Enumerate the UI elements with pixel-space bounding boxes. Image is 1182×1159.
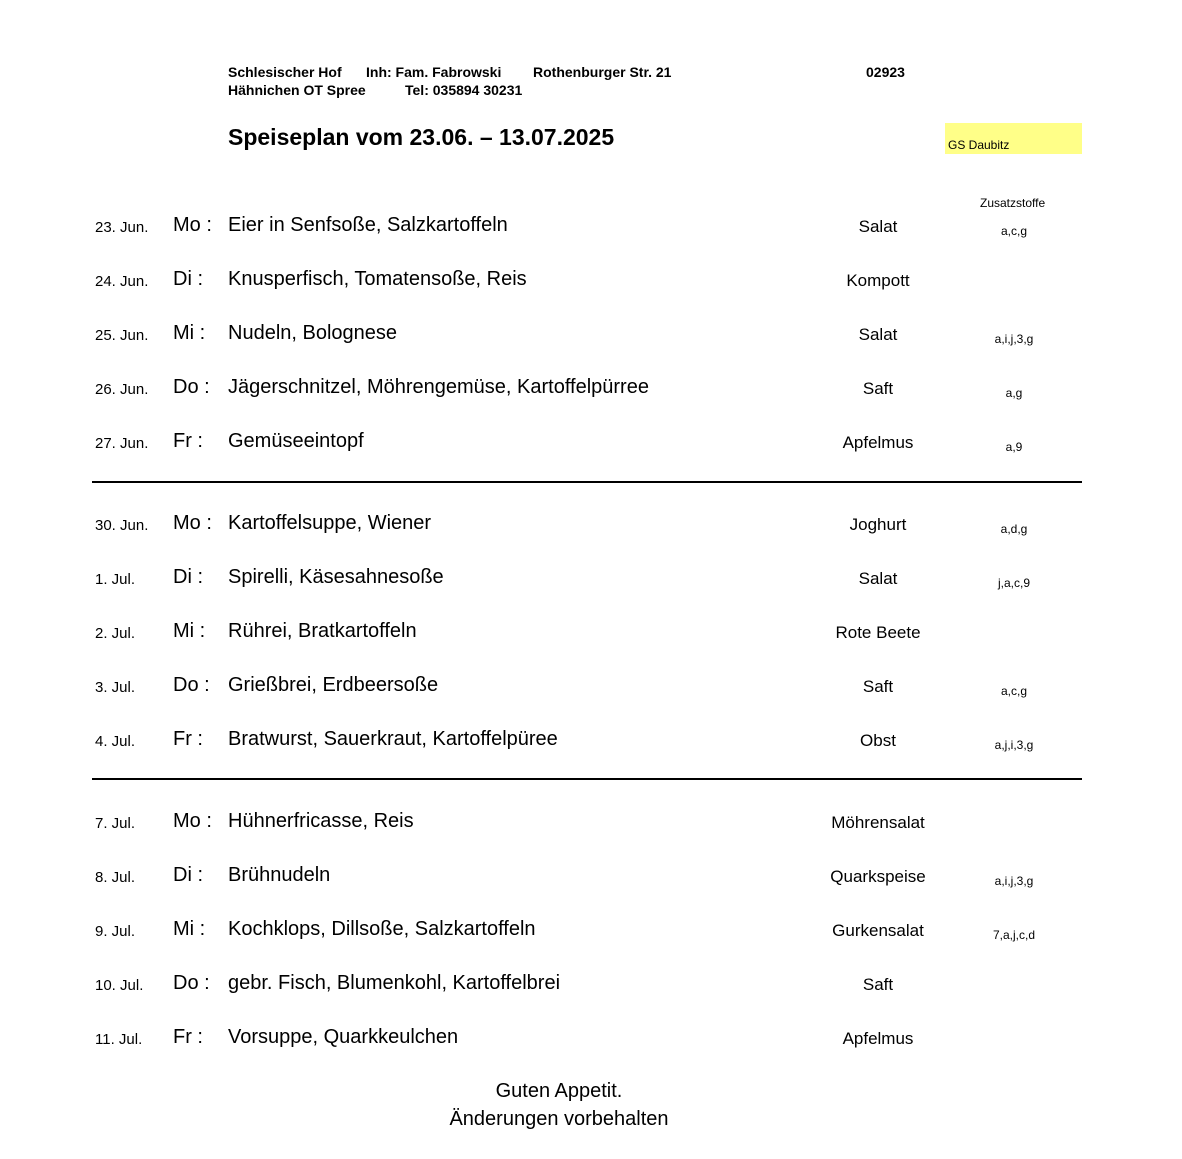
row-weekday: Do : <box>173 972 210 994</box>
row-date: 26. Jun. <box>95 381 149 398</box>
row-date: 30. Jun. <box>95 517 149 534</box>
row-date: 3. Jul. <box>95 679 136 696</box>
row-weekday: Do : <box>173 674 210 696</box>
row-side-dish: Salat <box>858 217 898 236</box>
row-weekday: Do : <box>173 376 210 398</box>
footer-greeting: Guten Appetit. <box>495 1080 623 1102</box>
row-date: 23. Jun. <box>95 219 149 236</box>
row-side-dish: Rote Beete <box>835 623 921 642</box>
row-side-dish: Gurkensalat <box>832 921 924 940</box>
row-side-dish: Obst <box>860 731 896 750</box>
row-additives: a,d,g <box>1000 522 1028 536</box>
row-side-dish: Apfelmus <box>842 433 914 452</box>
row-meal: Knusperfisch, Tomatensoße, Reis <box>228 268 527 290</box>
row-date: 8. Jul. <box>95 869 136 886</box>
row-side-dish: Apfelmus <box>842 1029 914 1048</box>
row-date: 24. Jun. <box>95 273 149 290</box>
row-meal: Nudeln, Bolognese <box>228 322 398 344</box>
additives-header: Zusatzstoffe <box>980 196 1046 210</box>
row-date: 1. Jul. <box>95 571 136 588</box>
postal-code: 02923 <box>866 64 905 80</box>
row-weekday: Mi : <box>173 322 206 344</box>
row-meal: gebr. Fisch, Blumenkohl, Kartoffelbrei <box>228 972 561 994</box>
row-side-dish: Saft <box>862 677 894 696</box>
row-meal: Vorsuppe, Quarkkeulchen <box>228 1026 459 1048</box>
footer-disclaimer: Änderungen vorbehalten <box>449 1108 669 1130</box>
week-divider <box>92 778 1082 780</box>
phone: Tel: 035894 30231 <box>405 82 523 98</box>
row-date: 2. Jul. <box>95 625 136 642</box>
row-date: 10. Jul. <box>95 977 144 994</box>
page-title: Speiseplan vom 23.06. – 13.07.2025 <box>228 124 615 150</box>
row-meal: Bratwurst, Sauerkraut, Kartoffelpüree <box>228 728 558 750</box>
row-meal: Jägerschnitzel, Möhrengemüse, Kartoffelpürree <box>228 376 649 398</box>
row-weekday: Fr : <box>173 1026 203 1048</box>
row-meal: Brühnudeln <box>228 864 331 886</box>
row-weekday: Mi : <box>173 620 206 642</box>
row-additives: a,9 <box>1005 440 1023 454</box>
row-date: 7. Jul. <box>95 815 136 832</box>
row-weekday: Mo : <box>173 810 212 832</box>
school-tag: GS Daubitz <box>945 123 1082 154</box>
row-weekday: Di : <box>173 566 203 588</box>
row-date: 27. Jun. <box>95 435 149 452</box>
row-meal: Eier in Senfsoße, Salzkartoffeln <box>228 214 508 236</box>
row-meal: Hühnerfricasse, Reis <box>228 810 414 832</box>
row-additives: 7,a,j,c,d <box>992 928 1036 942</box>
row-weekday: Fr : <box>173 728 203 750</box>
row-additives: a,i,j,3,g <box>994 874 1034 888</box>
row-meal: Kartoffelsuppe, Wiener <box>228 512 432 534</box>
row-side-dish: Saft <box>862 379 894 398</box>
row-weekday: Mo : <box>173 512 212 534</box>
footer <box>359 1077 759 1133</box>
row-additives: a,c,g <box>1000 684 1027 698</box>
town: Hähnichen OT Spree <box>228 82 366 98</box>
row-additives: j,a,c,9 <box>997 576 1030 590</box>
row-meal: Gemüseeintopf <box>228 430 364 452</box>
row-side-dish: Saft <box>862 975 894 994</box>
row-additives: a,g <box>1005 386 1023 400</box>
street-address: Rothenburger Str. 21 <box>533 64 672 80</box>
row-meal: Rührei, Bratkartoffeln <box>228 620 417 642</box>
row-meal: Spirelli, Käsesahnesoße <box>228 566 444 588</box>
row-meal: Grießbrei, Erdbeersoße <box>228 674 439 696</box>
row-date: 11. Jul. <box>95 1031 143 1048</box>
row-weekday: Mi : <box>173 918 206 940</box>
row-meal: Kochklops, Dillsoße, Salzkartoffeln <box>228 918 536 940</box>
owner: Inh: Fam. Fabrowski <box>366 64 502 80</box>
row-date: 25. Jun. <box>95 327 149 344</box>
row-additives: a,j,i,3,g <box>994 738 1034 752</box>
row-additives: a,c,g <box>1000 224 1027 238</box>
restaurant-name: Schlesischer Hof <box>228 64 342 80</box>
row-side-dish: Joghurt <box>849 515 907 534</box>
row-side-dish: Möhrensalat <box>831 813 925 832</box>
row-date: 9. Jul. <box>95 923 136 940</box>
row-weekday: Di : <box>173 864 203 886</box>
row-weekday: Fr : <box>173 430 203 452</box>
row-side-dish: Salat <box>858 569 898 588</box>
row-weekday: Mo : <box>173 214 212 236</box>
row-side-dish: Kompott <box>846 271 910 290</box>
week-divider <box>92 481 1082 483</box>
row-side-dish: Quarkspeise <box>830 867 926 886</box>
row-weekday: Di : <box>173 268 203 290</box>
row-date: 4. Jul. <box>95 733 136 750</box>
row-side-dish: Salat <box>858 325 898 344</box>
row-additives: a,i,j,3,g <box>994 332 1034 346</box>
